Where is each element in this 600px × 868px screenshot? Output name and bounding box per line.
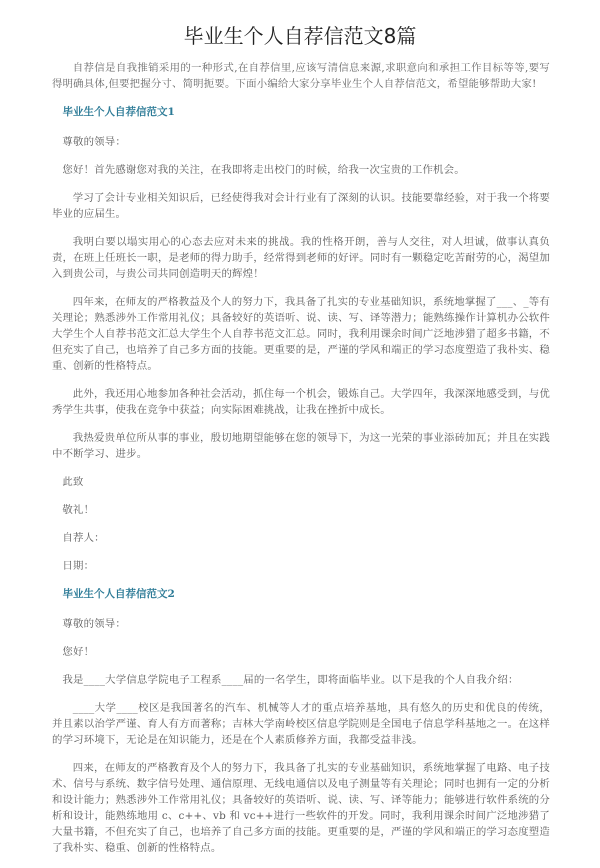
salutation: 尊敬的领导： <box>62 618 126 630</box>
salutation: 尊敬的领导： <box>62 136 126 148</box>
paragraph: 我热爱贵单位所从事的事业，殷切地期望能够在您的领导下，为这一光荣的事业添砖加瓦；并且在实践中不断学习、进步。 <box>52 432 550 460</box>
paragraph: 我明白要以塌实用心的心态去应对未来的挑战。我的性格开朗，善与人交往，对人坦诚，做事认真负责，在班上任班长一职，是老师的得力助手，经常得到老师的好评。同时有一颗稳定吃苦耐劳的心，渴望加入到贵公司，与贵公司共同创造明天的辉煌！ <box>52 236 550 280</box>
paragraph: 此外，我还用心地参加各种社会活动，抓住每一个机会，锻炼自己。大学四年，我深深地感受到，与优秀学生共事，使我在竞争中获益；向实际困难挑战，让我在挫折中成长。 <box>52 388 550 416</box>
paragraph: 四来，在师友的严格教育及个人的努力下，我具备了扎实的专业基础知识，系统地掌握了电路、电子技术、信号与系统、数字信号处理、通信原理、无线电通信以及电子测量等有关理论；同时也拥有一定的分析和设计能力；熟悉涉外工作常用礼仪；具备较好的英语听、说、读、写、译等能力；能够进行软件系统的分析和设计，能熟练地用 c、c++、vb 和 vc++进行一些软件的开发。同时，我利用课余时间广泛地涉猎了大量书籍，不但充实了自己，也培养了自己多方面的技能。更重要的是，严谨的学风和端正的学习态度塑造了我朴实、稳重、创新的性格特点。 <box>52 762 550 854</box>
page-title: 毕业生个人自荐信范文8篇 <box>183 24 417 48</box>
date-line: 日期： <box>62 560 95 572</box>
signer-line: 自荐人： <box>62 532 105 544</box>
document-body <box>52 60 550 868</box>
paragraph: ____大学____校区是我国著名的汽车、机械等人才的重点培养基地，具有悠久的历史和优良的传统，并且素以治学严谨、育人有方而著称；吉林大学南岭校区信息学院则是全国电子信息学科基地之一。在这样的学习环境下，无论是在知识能力，还是在个人素质修养方面，我都受益非浅。 <box>52 702 550 746</box>
paragraph: 学习了会计专业相关知识后，已经使得我对会计行业有了深刻的认识。技能要靠经验，对于我一个将要毕业的应届生。 <box>52 192 550 220</box>
paragraph: 我是____大学信息学院电子工程系____届的一名学生，即将面临毕业。以下是我的个人自我介绍： <box>62 674 519 686</box>
paragraph: 四年来，在师友的严格教益及个人的努力下，我具备了扎实的专业基础知识，系统地掌握了___、_等有关理论；熟悉涉外工作常用礼仪；具备较好的英语听、说、读、写、译等潜力；能熟练操作计算机办公软件大学生个人自荐书范文汇总大学生个人自荐书范文汇总。同时，我利用课余时间广泛地涉猎了超多书籍，不但充实了自己，也培养了自己多方面的技能。更重要的是，严谨的学风和端正的学习态度塑造了我朴实、稳重、创新的性格特点。 <box>52 296 550 372</box>
paragraph: 您好！首先感谢您对我的关注，在我即将走出校门的时候，给我一次宝贵的工作机会。 <box>62 164 465 176</box>
closing-line: 此致 <box>62 476 84 488</box>
intro-paragraph: 自荐信是自我推销采用的一种形式,在自荐信里,应该写清信息来源,求职意向和承担工作目标等等,要写得明确具体,但要把握分寸、简明扼要。下面小编给大家分享毕业生个人自荐信范文，希望能够帮助大家! <box>52 62 550 90</box>
section-heading-2: 毕业生个人自荐信范文2 <box>62 588 175 600</box>
section-heading-1: 毕业生个人自荐信范文1 <box>62 106 175 118</box>
closing-salute: 敬礼！ <box>62 504 95 516</box>
greeting: 您好！ <box>62 646 95 658</box>
